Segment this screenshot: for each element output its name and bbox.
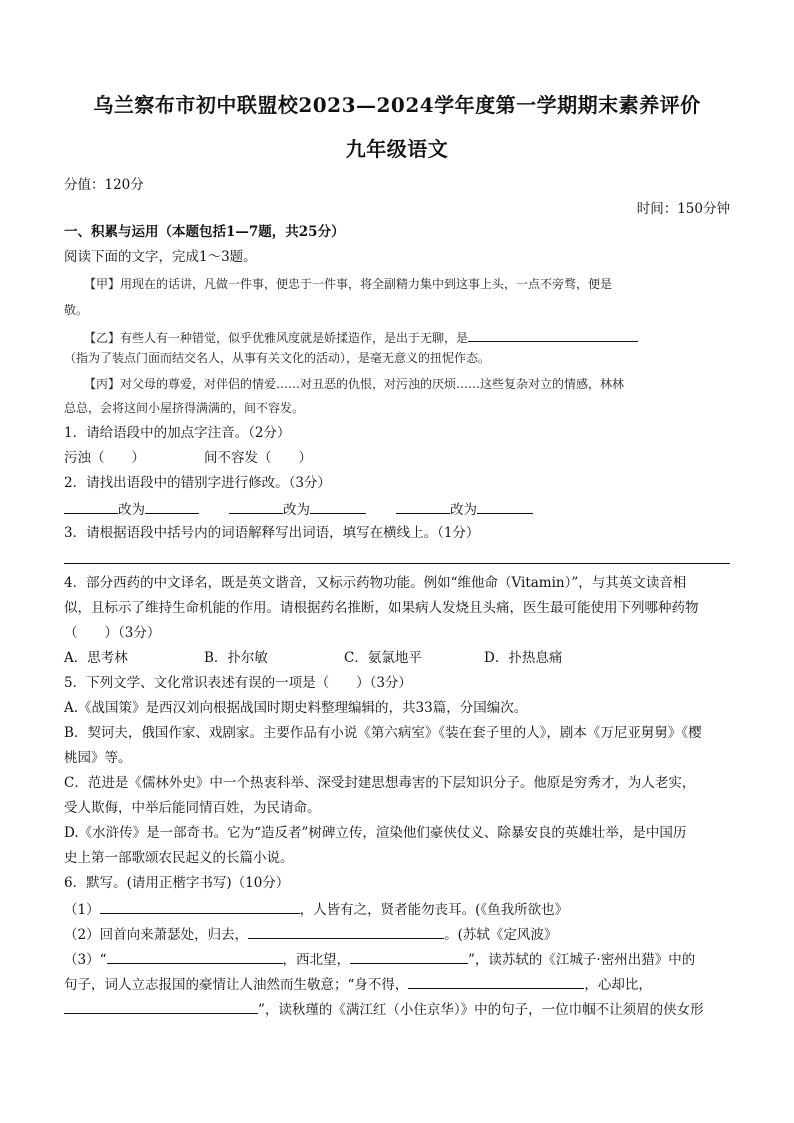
question-5-option-c-line2: 受人欺侮，中举后能同情百姓，为民请命。 (64, 800, 321, 816)
question-3-stem: 3．请根据语段中括号内的词语解释写出词语，填写在横线上。（1分） (64, 525, 480, 541)
part-text: ”，读苏轼的《江城子·密州出猎》中的 (468, 952, 696, 968)
question-1-item-a: 污浊（ ） (64, 450, 145, 466)
option-c: C．氨氯地平 (344, 650, 422, 666)
score-info: 分值：120分 (64, 177, 144, 193)
option-b: B．扑尔敏 (204, 650, 268, 666)
change-to-label: 改为 (283, 502, 310, 518)
passage-jia-line1: 【甲】用现在的话讲，凡做一件事，便忠于一件事，将全副精力集中到这事上头，一点不旁骛，便是 (84, 277, 613, 291)
exam-subtitle: 九年级语文 (345, 137, 449, 161)
option-d: D．扑热息痛 (484, 650, 563, 666)
question-5-option-b-line1: B．契诃夫，俄国作家、戏剧家。主要作品有小说《第六病室》《装在套子里的人》，剧本《万尼亚舅舅》《樱 (64, 725, 702, 741)
part-text: （2）回首向来萧瑟处，归去， (64, 927, 249, 943)
question-4-line3: （ ）（3分） (64, 625, 161, 641)
question-6-part-1 (64, 899, 568, 919)
part-text: ，心却比， (584, 977, 652, 993)
time-info: 时间：150分钟 (636, 201, 730, 217)
question-6-part-2 (64, 924, 557, 944)
answer-blank[interactable] (229, 499, 283, 514)
passage-bing-line2: 总总，会将这间小屋挤得满满的，间不容发。 (64, 401, 305, 415)
question-5-option-a: A.《战国策》是西汉刘向根据战国时期史料整理编辑的，共33篇，分国编次。 (64, 700, 528, 716)
answer-line[interactable] (64, 563, 730, 564)
passage-yi-line1 (84, 327, 638, 347)
part-number: （1） (64, 902, 100, 918)
question-1-stem: 1．请给语段中的加点字注音。（2分） (64, 425, 291, 441)
answer-blank[interactable] (350, 949, 468, 964)
option-a: A．思考林 (64, 650, 128, 666)
part-text: 。(苏轼《定风波》 (444, 927, 558, 943)
part-text: 句子，词人立志报国的豪情让人油然而生敬意；“身不得， (64, 977, 409, 993)
answer-blank[interactable] (310, 499, 366, 514)
part-text: （3）“ (64, 952, 107, 968)
question-6-part-3-line2 (64, 974, 652, 994)
question-2-stem: 2．请找出语段中的错别字进行修改。（3分） (64, 475, 331, 491)
question-6-part-3-line1 (64, 949, 695, 969)
question-4-line2: 似，且标示了维持生命机能的作用。请根据药名推断，如果病人发烧且头痛，医生最可能使用下列哪种药物 (64, 600, 699, 616)
question-5-option-d-line2: 史上第一部歌颂农民起义的长篇小说。 (64, 850, 294, 866)
answer-blank[interactable] (107, 949, 283, 964)
part-text: ”，读秋瑾的《满江红（小住京华）》中的句子，一位巾帼不让须眉的侠女形 (258, 1002, 704, 1018)
answer-blank[interactable] (477, 499, 533, 514)
answer-blank[interactable] (408, 974, 584, 989)
answer-blank[interactable] (100, 899, 300, 914)
section-heading: 一、积累与运用（本题包括1—7题，共25分） (64, 224, 345, 240)
part-text: ，人皆有之，贤者能勿丧耳。(《鱼我所欲也》 (299, 902, 569, 918)
question-5-option-d-line1: D.《水浒传》是一部奇书。它为“造反者”树碑立传，渲染他们豪侠仗义、除暴安良的英雄壮举，是中国历 (64, 825, 687, 841)
exam-title: 乌兰察布市初中联盟校2023—2024学年度第一学期期末素养评价 (93, 93, 701, 117)
answer-blank[interactable] (64, 999, 258, 1014)
answer-blank[interactable] (64, 499, 118, 514)
passage-yi-line2: （指为了装点门面而结交名人，从事有关文化的活动），是毫无意义的扭怩作态。 (64, 351, 491, 365)
question-5-option-c-line1: C．范进是《儒林外史》中一个热衷科举、深受封建思想毒害的下层知识分子。他原是穷秀才，为人老实， (64, 775, 696, 791)
change-to-label: 改为 (450, 502, 477, 518)
question-5-stem: 5．下列文学、文化常识表述有误的一项是（ ）（3分） (64, 675, 412, 691)
part-text: ，西北望， (282, 952, 350, 968)
passage-bing-line1: 【丙】对父母的尊爱，对伴侣的情爱……对丑恶的仇恨，对污浊的厌烦……这些复杂对立的情感，林林 (84, 377, 625, 391)
answer-blank[interactable] (248, 924, 444, 939)
passage-jia-line2: 敬。 (64, 303, 89, 317)
passage-yi-text: 【乙】有些人有一种错觉，似乎优雅风度就是娇揉造作，是出于无聊，是 (84, 331, 469, 345)
question-1-item-b: 间不容发（ ） (204, 450, 312, 466)
question-6-part-3-line3 (64, 999, 704, 1019)
answer-blank[interactable] (396, 499, 450, 514)
question-6-stem: 6．默写。(请用正楷字书写)（10分） (64, 875, 290, 891)
change-to-label: 改为 (118, 502, 145, 518)
question-4-line1: 4．部分西药的中文译名，既是英文谐音，又标示药物功能。例如“维他命（Vitamin）”，与其英文读音相 (64, 575, 687, 591)
question-2-answer-row (64, 499, 533, 519)
answer-blank[interactable] (145, 499, 199, 514)
reading-intro: 阅读下面的文字，完成1～3题。 (64, 249, 257, 265)
question-5-option-b-line2: 桃园》等。 (64, 750, 132, 766)
answer-blank[interactable] (468, 327, 638, 342)
